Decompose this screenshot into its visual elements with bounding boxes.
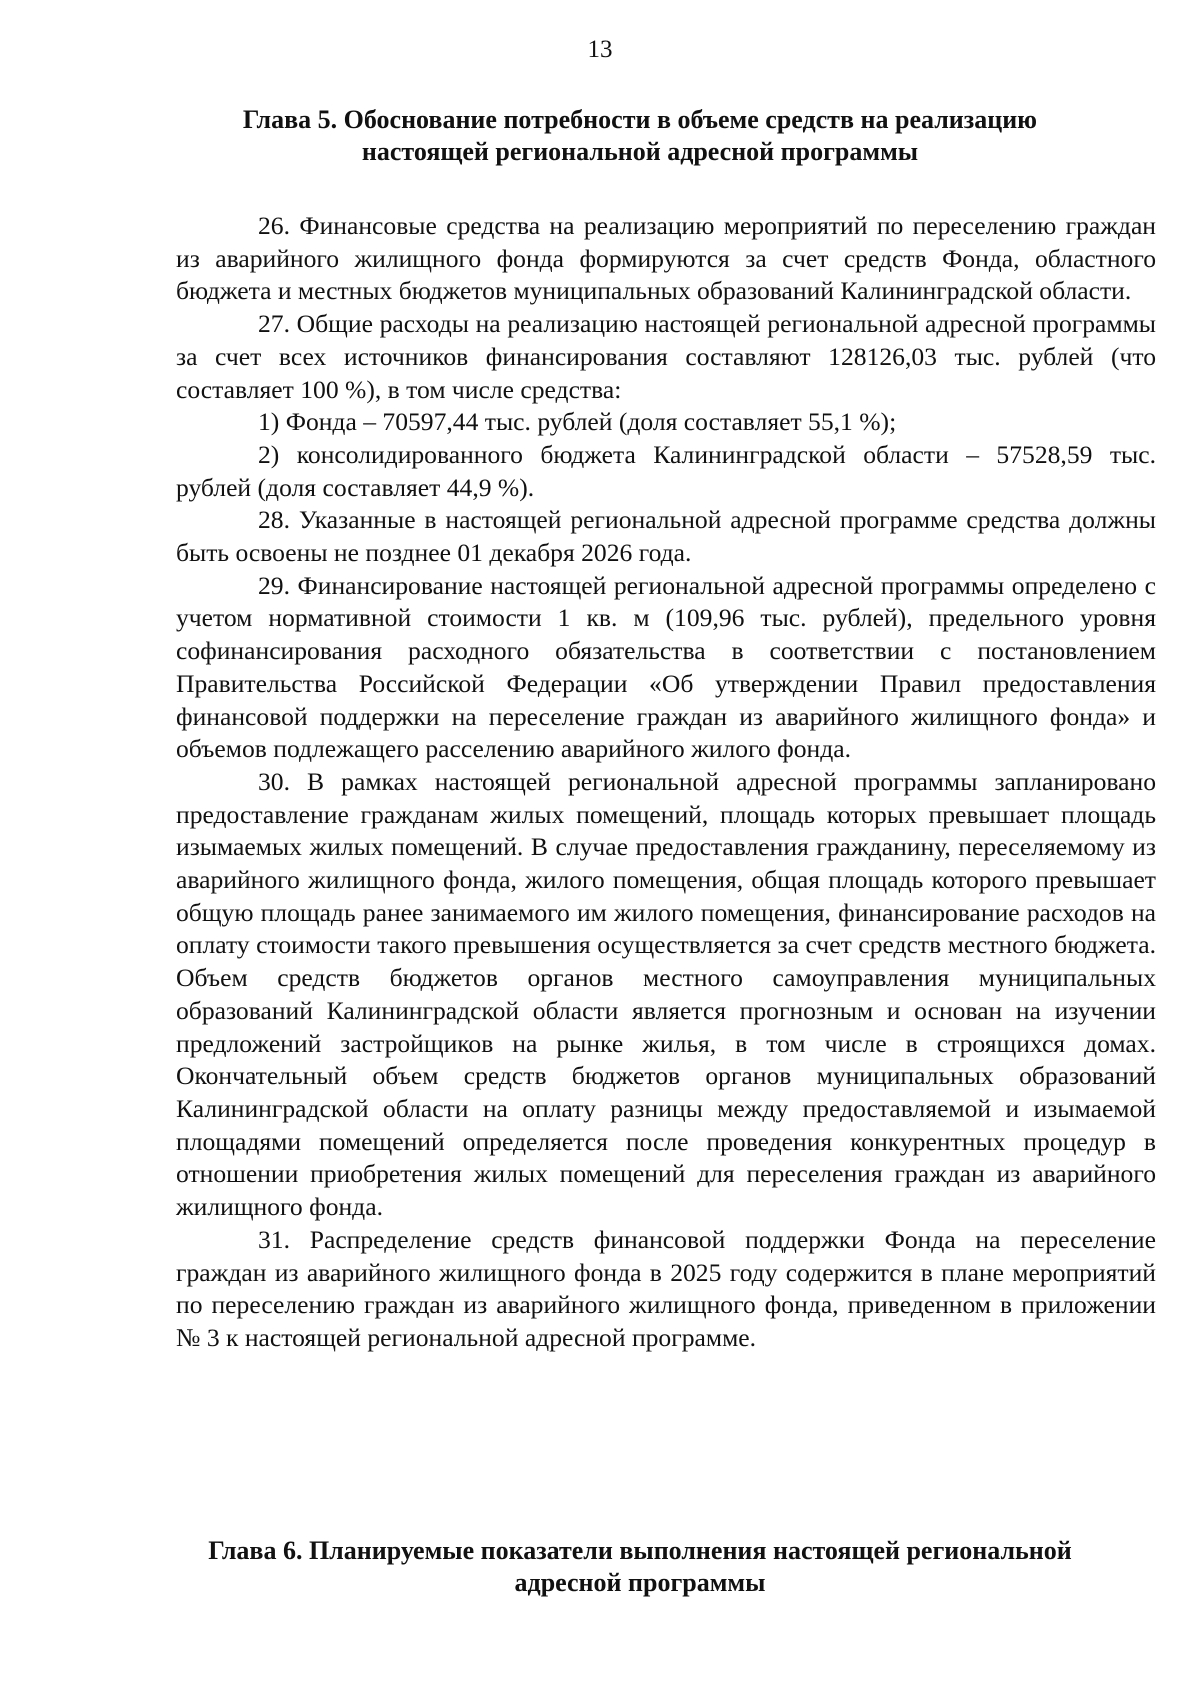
paragraph-27: 27. Общие расходы на реализацию настоящей региональной адресной программы за счет всех источников финансирования составляют 128126,03 тыс. рублей (что составляет 100 %), в том числе средства:	[176, 309, 1156, 404]
paragraph-30: 30. В рамках настоящей региональной адресной программы запланировано предоставление гражданам жилых помещений, площадь которых превышает площадь изымаемых жилых помещений. В случае предоставления гражданину, переселяемому из аварийного жилищного фонда, жилого помещения, общая площадь которого превышает общую площадь ранее занимаемого им жилого помещения, финансирование расходов на оплату стоимости такого превышения осуществляется за счет средств местного бюджета. Объем средств бюджетов органов местного самоуправления муниципальных образований Калининградской области является прогнозным и основан на изучении предложений застройщиков на рынке жилья, в том числе в строящихся домах. Окончательный объем средств бюджетов органов муниципальных образований Калининградской области на оплату разницы между предоставляемой и изымаемой площадями помещений определяется после проведения конкурентных процедур в отношении приобретения жилых помещений для переселения граждан из аварийного жилищного фонда.	[176, 766, 1156, 1222]
chapter-5-body	[176, 210, 1156, 1355]
chapter-6-heading-line-1: Глава 6. Планируемые показатели выполнения настоящей региональной	[208, 1536, 1072, 1565]
chapter-5-heading	[150, 104, 1130, 168]
paragraph-26: 26. Финансовые средства на реализацию мероприятий по переселению граждан из аварийного жилищного фонда формируются за счет средств Фонда, областного бюджета и местных бюджетов муниципальных образований Калининградской области.	[176, 211, 1156, 306]
chapter-5-heading-line-1: Глава 5. Обоснование потребности в объеме средств на реализацию	[242, 105, 1038, 134]
paragraph-27-item-2: 2) консолидированного бюджета Калининградской области – 57528,59 тыс. рублей (доля составляет 44,9 %).	[176, 439, 1156, 502]
paragraph-31: 31. Распределение средств финансовой поддержки Фонда на переселение граждан из аварийного жилищного фонда в 2025 году содержится в плане мероприятий по переселению граждан из аварийного жилищного фонда, приведенном в приложении № 3 к настоящей региональной адресной программе.	[176, 1224, 1156, 1352]
chapter-5-heading-line-2: настоящей региональной адресной программы	[361, 137, 919, 166]
chapter-6-heading	[150, 1535, 1130, 1599]
paragraph-27-item-1: 1) Фонда – 70597,44 тыс. рублей (доля составляет 55,1 %);	[258, 407, 897, 437]
paragraph-29: 29. Финансирование настоящей региональной адресной программы определено с учетом нормативной стоимости 1 кв. м (109,96 тыс. рублей), предельного уровня софинансирования расходного обязательства в соответствии с постановлением Правительства Российской Федерации «Об утверждении Правил предоставления финансовой поддержки на переселение граждан из аварийного жилищного фонда» и объемов подлежащего расселению аварийного жилого фонда.	[176, 570, 1156, 764]
chapter-6-heading-line-2: адресной программы	[514, 1568, 766, 1597]
page-number: 13	[587, 36, 613, 63]
paragraph-28: 28. Указанные в настоящей региональной адресной программе средства должны быть освоены не позднее 01 декабря 2026 года.	[176, 505, 1156, 568]
